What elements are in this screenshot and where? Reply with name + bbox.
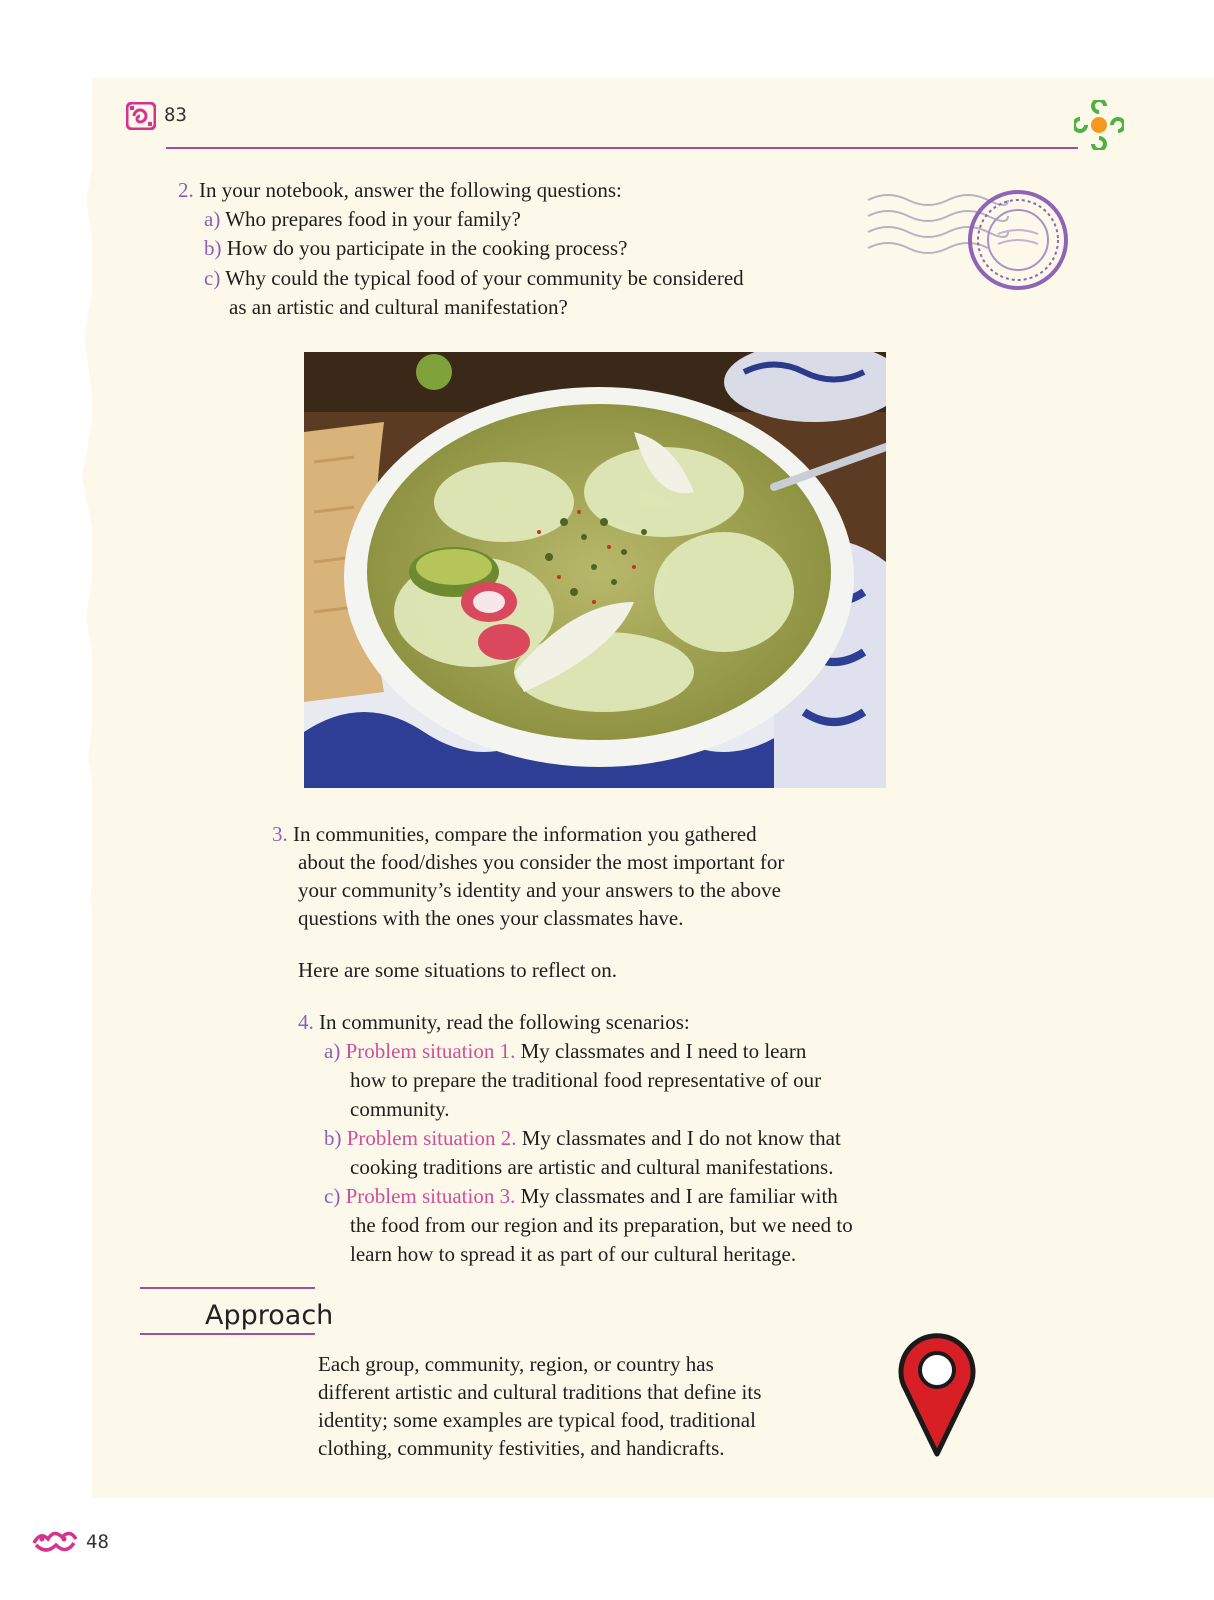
scenario-a-cont-1: how to prepare the traditional food representative of our: [350, 1068, 822, 1092]
question-2-lead: In your notebook, answer the following questions:: [199, 178, 622, 202]
problem-situation-label: Problem situation 1.: [345, 1039, 516, 1063]
soup-bowl-photo: [304, 352, 886, 788]
scenario-a-text: My classmates and I need to learn: [520, 1039, 807, 1063]
item-letter: a): [204, 207, 221, 231]
item-letter: a): [324, 1039, 341, 1063]
scenario-b-cont-1: cooking traditions are artistic and cultural manifestations.: [350, 1155, 834, 1179]
scenario-c-cont-2: learn how to spread it as part of our cultural heritage.: [350, 1242, 797, 1266]
question-4-lead: In community, read the following scenarios:: [319, 1010, 690, 1034]
problem-situation-label: Problem situation 2.: [346, 1126, 517, 1150]
item-letter: b): [324, 1126, 342, 1150]
flower-ornament-icon: [1074, 100, 1124, 150]
problem-situation-label: Problem situation 3.: [345, 1184, 516, 1208]
question-3-line-3: your community’s identity and your answers to the above: [298, 878, 781, 902]
item-letter: c): [204, 266, 221, 290]
torn-edge-decoration: [78, 78, 118, 1498]
header-rule: [166, 147, 1078, 149]
postmark-stamp-icon: [866, 186, 1072, 296]
question-2-item-a: Who prepares food in your family?: [225, 207, 521, 231]
question-4-number: 4.: [298, 1010, 314, 1034]
item-letter: c): [324, 1184, 341, 1208]
page-number-bottom: 48: [86, 1531, 109, 1553]
question-2-number: 2.: [178, 178, 194, 202]
map-pin-icon: [896, 1330, 978, 1460]
question-2-item-b: How do you participate in the cooking process?: [226, 236, 628, 260]
scenario-b-text: My classmates and I do not know that: [521, 1126, 841, 1150]
question-2-item-c-cont: as an artistic and cultural manifestation?: [229, 295, 568, 319]
scenario-a-cont-2: community.: [350, 1097, 450, 1121]
approach-heading: Approach: [205, 1300, 334, 1331]
reflect-line: Here are some situations to reflect on.: [298, 958, 617, 982]
scenario-c-text: My classmates and I are familiar with: [520, 1184, 838, 1208]
bird-glyph-icon: [30, 1527, 78, 1555]
scenario-c-cont-1: the food from our region and its preparation, but we need to: [350, 1213, 853, 1237]
approach-line-2: different artistic and cultural traditions that define its: [318, 1380, 762, 1404]
question-3-line-2: about the food/dishes you consider the most important for: [298, 850, 785, 874]
approach-line-1: Each group, community, region, or country has: [318, 1352, 714, 1376]
approach-line-4: clothing, community festivities, and handicrafts.: [318, 1436, 725, 1460]
question-3-number: 3.: [272, 822, 288, 846]
approach-rule-bottom: [140, 1333, 315, 1335]
page-number-top: 83: [164, 104, 187, 126]
question-2-item-c: Why could the typical food of your community be considered: [225, 266, 744, 290]
item-letter: b): [204, 236, 222, 260]
approach-line-3: identity; some examples are typical food, traditional: [318, 1408, 756, 1432]
approach-rule-top: [140, 1287, 315, 1289]
question-3-line-1: In communities, compare the information you gathered: [293, 822, 757, 846]
spiral-glyph-icon: [126, 102, 156, 130]
question-3-line-4: questions with the ones your classmates have.: [298, 906, 684, 930]
